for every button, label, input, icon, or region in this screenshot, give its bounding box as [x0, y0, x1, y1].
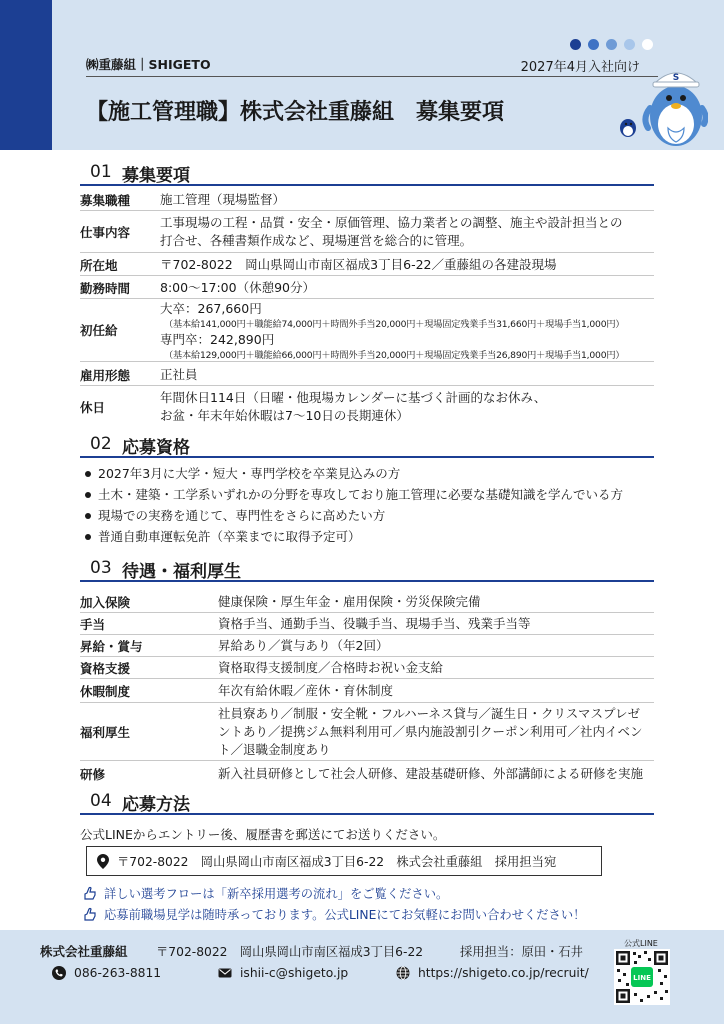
- phone-icon: [52, 966, 66, 980]
- row-value: 〒702-8022 岡山県岡山市南区福成3丁目6-22／重藤組の各建設現場: [160, 257, 557, 272]
- section-title: 募集要項: [122, 166, 190, 186]
- row-label: 研修: [80, 767, 106, 782]
- row-label: 所在地: [80, 258, 118, 273]
- footer-website[interactable]: [396, 966, 589, 980]
- pointing-hand-icon: [84, 886, 98, 900]
- list-item: 普通自動車運転免許（卒業までに取得予定可）: [80, 528, 654, 549]
- holidays-line-2: お盆・年末年始休暇は7～10日の長期連休）: [160, 408, 409, 423]
- salary-vocational-detail: （基本給129,000円＋職能給66,000円＋時間外手当20,000円＋現場固定残業手当26,890円＋現場手当1,000円）: [164, 350, 625, 361]
- holidays-line-1: 年間休日114日（日曜・他現場カレンダーに基づく計画的なお休み、: [160, 390, 547, 405]
- row-label: 加入保険: [80, 595, 131, 610]
- dot-4: [624, 39, 635, 50]
- row-value: [160, 300, 652, 362]
- section-number: 03: [90, 558, 112, 578]
- row-allowance: [80, 613, 654, 635]
- row-welfare: [80, 703, 654, 761]
- dot-3: [606, 39, 617, 50]
- dot-1: [570, 39, 581, 50]
- row-label: 資格支援: [80, 661, 131, 676]
- row-value: 健康保険・厚生年金・雇用保険・労災保険完備: [218, 594, 481, 609]
- apply-instructions: 公式LINEからエントリー後、履歴書を郵送にてお送りください。: [80, 827, 446, 842]
- mailing-address: 〒702-8022 岡山県岡山市南区福成3丁目6-22 株式会社重藤組 採用担当宛: [117, 855, 557, 869]
- row-label: 募集職種: [80, 193, 131, 208]
- section-header-benefits: [80, 556, 654, 582]
- welfare-line-2: ントあり／提携ジム無料利用可／県内施設割引クーポン利用可／社内イベン: [218, 724, 643, 739]
- header-divider: [86, 76, 658, 77]
- list-item: 現場での実務を通じて、専門性をさらに高めたい方: [80, 507, 654, 528]
- note-text: 応募前職場見学は随時承っております。公式LINEにてお気軽にお問い合わせください！: [104, 908, 586, 922]
- row-value: 新入社員研修として社会人研修、建設基礎研修、外部講師による研修を実施: [218, 766, 644, 781]
- header-accent-stripe: [0, 0, 52, 150]
- globe-icon: [396, 966, 410, 980]
- row-holidays: [80, 386, 654, 428]
- section-title: 待遇・福利厚生: [122, 562, 241, 582]
- row-value: [160, 214, 652, 250]
- section-title: 応募方法: [122, 795, 190, 815]
- dot-2: [588, 39, 599, 50]
- section-number: 04: [90, 791, 112, 811]
- row-label: 仕事内容: [80, 225, 131, 240]
- row-salary: [80, 299, 654, 362]
- row-location: [80, 253, 654, 276]
- email-address: ishii-c@shigeto.jp: [240, 966, 349, 980]
- row-leave-system: [80, 679, 654, 703]
- section-header-recruitment: [80, 160, 654, 186]
- mascot-hat-letter: S: [672, 73, 680, 83]
- section-header-qualifications: [80, 432, 654, 458]
- page-title: 【施工管理職】株式会社重藤組 募集要項: [86, 100, 505, 125]
- footer-email[interactable]: [218, 966, 348, 980]
- row-raise-bonus: [80, 635, 654, 657]
- salary-vocational: 専門卒：242,890円: [160, 332, 275, 347]
- row-value: [218, 705, 658, 759]
- target-year: 2027年4月入社向け: [520, 60, 640, 75]
- row-license-support: [80, 657, 654, 679]
- row-value: [160, 389, 652, 425]
- section-number: 02: [90, 434, 112, 454]
- row-label: 休日: [80, 400, 106, 415]
- header-band: [0, 0, 724, 150]
- row-training: [80, 761, 654, 786]
- line-qr-code[interactable]: [614, 949, 670, 1005]
- job-content-line-2: 打合せ、各種書類作成など、現場運営を総合的に管理。: [160, 233, 473, 248]
- row-hours: [80, 276, 654, 299]
- row-label: 昇給・賞与: [80, 639, 143, 654]
- website-url: https://shigeto.co.jp/recruit/: [418, 966, 589, 980]
- mailing-address-box: [86, 846, 602, 876]
- footer: [0, 930, 724, 1024]
- mail-icon: [218, 966, 232, 980]
- footer-phone[interactable]: [52, 966, 161, 980]
- footer-address: 〒702-8022 岡山県岡山市南区福成3丁目6-22: [156, 945, 424, 959]
- location-pin-icon: [97, 854, 109, 869]
- row-value: 8:00～17:00（休憩90分）: [160, 280, 315, 295]
- qualification-list: [80, 465, 654, 549]
- section-number: 01: [90, 162, 112, 182]
- note-text: 詳しい選考フローは「新卒採用選考の流れ」をご覧ください。: [104, 887, 449, 901]
- note-selection-flow: [84, 884, 448, 902]
- footer-company: 株式会社重藤組: [40, 944, 128, 959]
- row-label: 初任給: [80, 323, 118, 338]
- salary-university-detail: （基本給141,000円＋職能給74,000円＋時間外手当20,000円＋現場固定残業手当31,660円＋現場手当1,000円）: [164, 319, 625, 330]
- brand-name: ㈱重藤組｜SHIGETO: [86, 57, 211, 72]
- note-workplace-visit: [84, 905, 585, 923]
- list-item: 2027年3月に大学・短大・専門学校を卒業見込みの方: [80, 465, 654, 486]
- footer-recruiter: 採用担当：原田・石井: [460, 945, 583, 959]
- row-value: 正社員: [160, 367, 198, 382]
- row-label: 休暇制度: [80, 684, 131, 699]
- row-job-type: [80, 188, 654, 211]
- row-value: 資格手当、通勤手当、役職手当、現場手当、残業手当等: [218, 616, 531, 631]
- row-value: 資格取得支援制度／合格時お祝い金支給: [218, 660, 444, 675]
- row-insurance: [80, 590, 654, 613]
- row-value: 年次有給休暇／産休・育休制度: [218, 683, 394, 698]
- row-employment: [80, 362, 654, 386]
- row-job-content: [80, 211, 654, 253]
- welfare-line-1: 社員寮あり／制服・安全靴・フルハーネス貸与／誕生日・クリスマスプレゼ: [218, 706, 641, 721]
- job-content-line-1: 工事現場の工程・品質・安全・原価管理、協力業者との調整、施主や設計担当との: [160, 215, 623, 230]
- row-label: 福利厚生: [80, 725, 131, 740]
- phone-number: 086-263-8811: [74, 966, 162, 980]
- row-label: 雇用形態: [80, 368, 131, 383]
- row-label: 勤務時間: [80, 281, 131, 296]
- decorative-dots: [570, 39, 653, 50]
- qr-line-text: LINE: [633, 974, 651, 982]
- row-label: 手当: [80, 617, 106, 632]
- qr-label: 公式LINE: [624, 939, 658, 948]
- welfare-line-3: ト／退職金制度あり: [218, 742, 331, 757]
- list-item: 土木・建築・工学系いずれかの分野を専攻しており施工管理に必要な基礎知識を学んでいる方: [80, 486, 654, 507]
- salary-university: 大卒：267,660円: [160, 301, 262, 316]
- section-title: 応募資格: [122, 438, 190, 458]
- row-value: 施工管理（現場監督）: [160, 192, 286, 207]
- dot-5: [642, 39, 653, 50]
- pointing-hand-icon: [84, 907, 98, 921]
- row-value: 昇給あり／賞与あり（年2回）: [218, 638, 389, 653]
- penguin-mascot-icon: [618, 58, 708, 148]
- section-header-apply: [80, 789, 654, 815]
